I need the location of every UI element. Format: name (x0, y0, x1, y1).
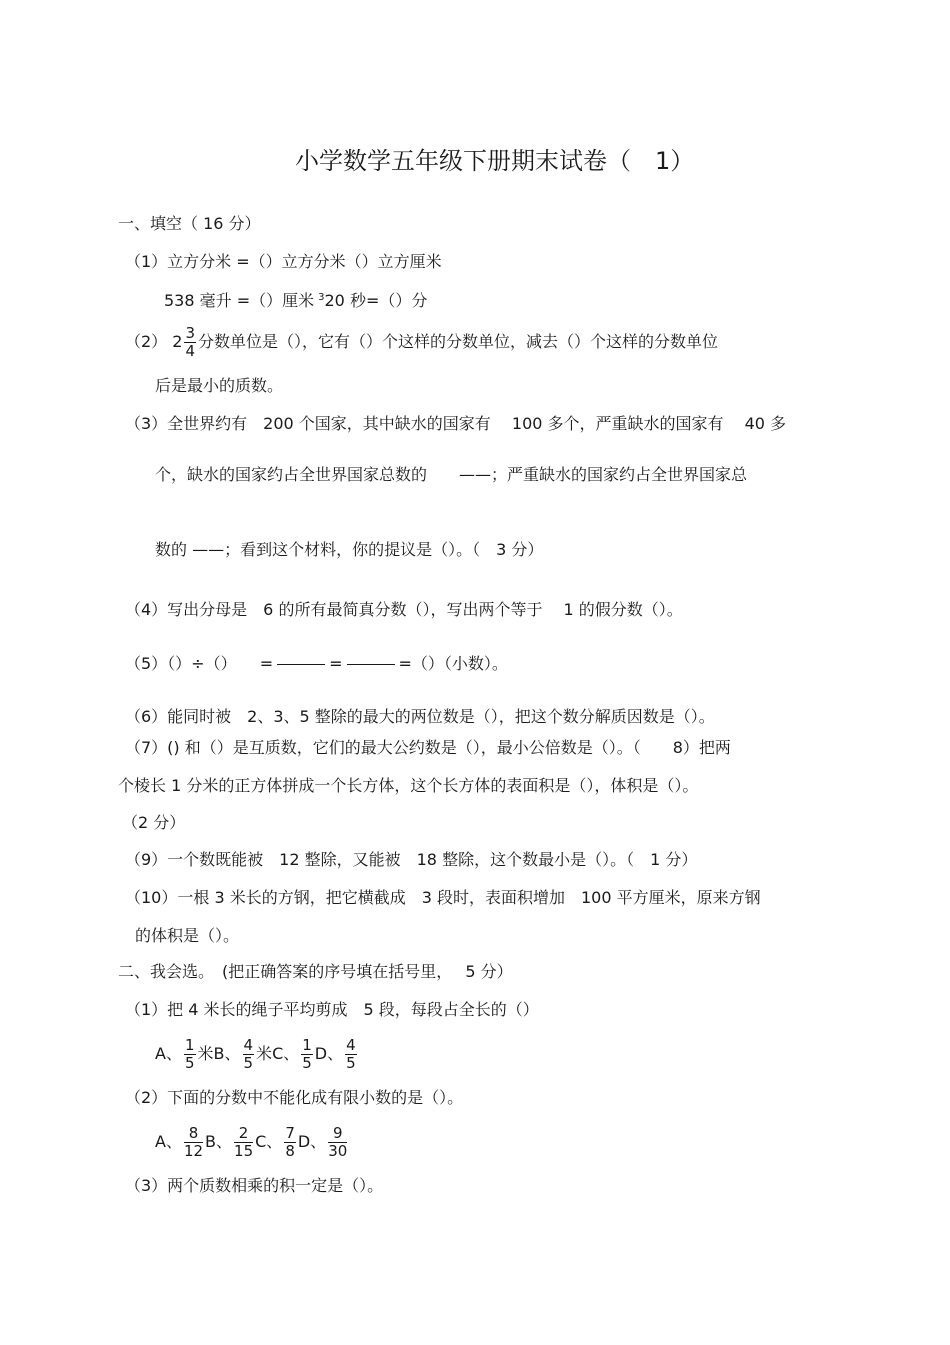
fraction-denominator: 15 (234, 1142, 254, 1160)
fraction-numerator: 1 (302, 1036, 312, 1054)
fraction-denominator: 12 (183, 1142, 204, 1160)
fraction-numerator: 1 (184, 1036, 195, 1054)
option-a-fraction (184, 1037, 196, 1072)
equals-sign: = (329, 654, 343, 673)
question-1-b-post: 20 秒=（）分 (324, 291, 428, 310)
question-8: 个棱长 1 分米的正方体拼成一个长方体，这个长方体的表面积是（），体积是（）。 (118, 776, 699, 795)
fraction-denominator: 5 (243, 1054, 254, 1072)
fraction-numerator: 4 (346, 1036, 356, 1054)
fraction-denominator: 4 (185, 342, 195, 360)
fraction-denominator: 5 (346, 1054, 356, 1072)
choice-question-1-options (155, 1034, 359, 1074)
option-c-fraction (301, 1037, 313, 1072)
answer-blank (347, 664, 395, 665)
option-b-fraction (243, 1037, 255, 1072)
question-3-line-c: 数的 ——；看到这个材料，你的提议是（）。（ 3 分） (155, 540, 544, 559)
option-a-label: A、 (155, 1132, 182, 1151)
choice-question-2-options (155, 1122, 349, 1162)
choice-question-2: （2）下面的分数中不能化成有限小数的是（）。 (125, 1088, 464, 1107)
choice-question-3: （3）两个质数相乘的积一定是（）。 (125, 1176, 384, 1195)
option-b-label: B、 (213, 1044, 241, 1063)
option-d-fraction (328, 1125, 347, 1160)
equals-sign: = (259, 654, 274, 673)
question-1-line-a: （1）立方分米 =（）立方分米（）立方厘米 (125, 252, 442, 271)
fraction-numerator: 8 (184, 1125, 203, 1143)
section-2-heading: 二、我会选。 (把正确答案的序号填在括号里， 5 分） (118, 962, 513, 981)
question-10-line-b: 的体积是（）。 (135, 926, 240, 945)
page-title: 小学数学五年级下册期末试卷（ 1） (295, 147, 695, 175)
question-2-post: 分数单位是（），它有（）个这样的分数单位，减去（）个这样的分数单位 (198, 332, 719, 351)
fraction-numerator: 7 (285, 1124, 295, 1142)
choice-question-1: （1）把 4 米长的绳子平均剪成 5 段，每段占全长的（） (125, 1000, 539, 1019)
option-c-label: C、 (255, 1132, 283, 1151)
option-a-label: A、 (155, 1044, 182, 1063)
option-d-label: D、 (314, 1044, 344, 1063)
question-4: （4）写出分母是 6 的所有最简真分数（），写出两个等于 1 的假分数（）。 (125, 600, 683, 619)
question-3-line-a: （3）全世界约有 200 个国家，其中缺水的国家有 100 多个，严重缺水的国家有 40 多 (125, 414, 787, 433)
option-d-label: D、 (297, 1132, 327, 1151)
section-1-heading: 一、填空（ 16 分） (118, 214, 261, 233)
fraction-numerator: 2 (234, 1125, 253, 1143)
question-2-line (125, 324, 718, 360)
fraction-numerator: 3 (185, 324, 195, 342)
option-b-label: B、 (205, 1132, 233, 1151)
option-b-fraction (234, 1125, 253, 1160)
question-2-fraction (184, 325, 196, 360)
question-5 (125, 654, 508, 674)
fraction-denominator: 5 (302, 1054, 312, 1072)
fraction-numerator: 4 (243, 1036, 254, 1054)
question-9: （9）一个数既能被 12 整除，又能被 18 整除，这个数最小是（）。（ 1 分） (125, 850, 698, 869)
option-d-fraction (345, 1037, 357, 1072)
option-a-fraction (184, 1125, 203, 1160)
question-8-score: （2 分） (122, 813, 186, 832)
option-b-suffix: 米 (256, 1044, 273, 1063)
question-6: （6）能同时被 2、3、5 整除的最大的两位数是（），把这个数分解质因数是（）。 (125, 707, 715, 726)
option-c-fraction (284, 1125, 296, 1160)
question-2-pre: （2） 2 (125, 332, 183, 351)
fraction-denominator: 8 (285, 1142, 295, 1160)
question-2-continuation: 后是最小的质数。 (155, 376, 284, 395)
fraction-numerator: 9 (328, 1125, 347, 1143)
question-3-line-b: 个，缺水的国家约占全世界国家总数的 ——；严重缺水的国家约占全世界国家总 (155, 465, 748, 484)
fraction-denominator: 5 (184, 1054, 195, 1072)
option-a-suffix: 米 (197, 1044, 214, 1063)
question-5-pre: （5）（）÷（） (125, 654, 237, 673)
option-c-label: C、 (272, 1044, 300, 1063)
question-1-b-superscript: 3 (318, 292, 325, 303)
question-1-b-pre: 538 毫升 =（）厘米 (164, 291, 315, 310)
question-5-post: =（）（小数）。 (398, 654, 508, 673)
fraction-denominator: 30 (328, 1142, 348, 1160)
question-7: （7）() 和（）是互质数，它们的最大公约数是（），最小公倍数是（）。（ 8）把两 (125, 738, 731, 757)
question-1-line-b (164, 288, 427, 311)
answer-blank (277, 664, 325, 665)
question-10-line-a: （10）一根 3 米长的方钢，把它横截成 3 段时，表面积增加 100 平方厘米，原来方钢 (125, 888, 761, 907)
